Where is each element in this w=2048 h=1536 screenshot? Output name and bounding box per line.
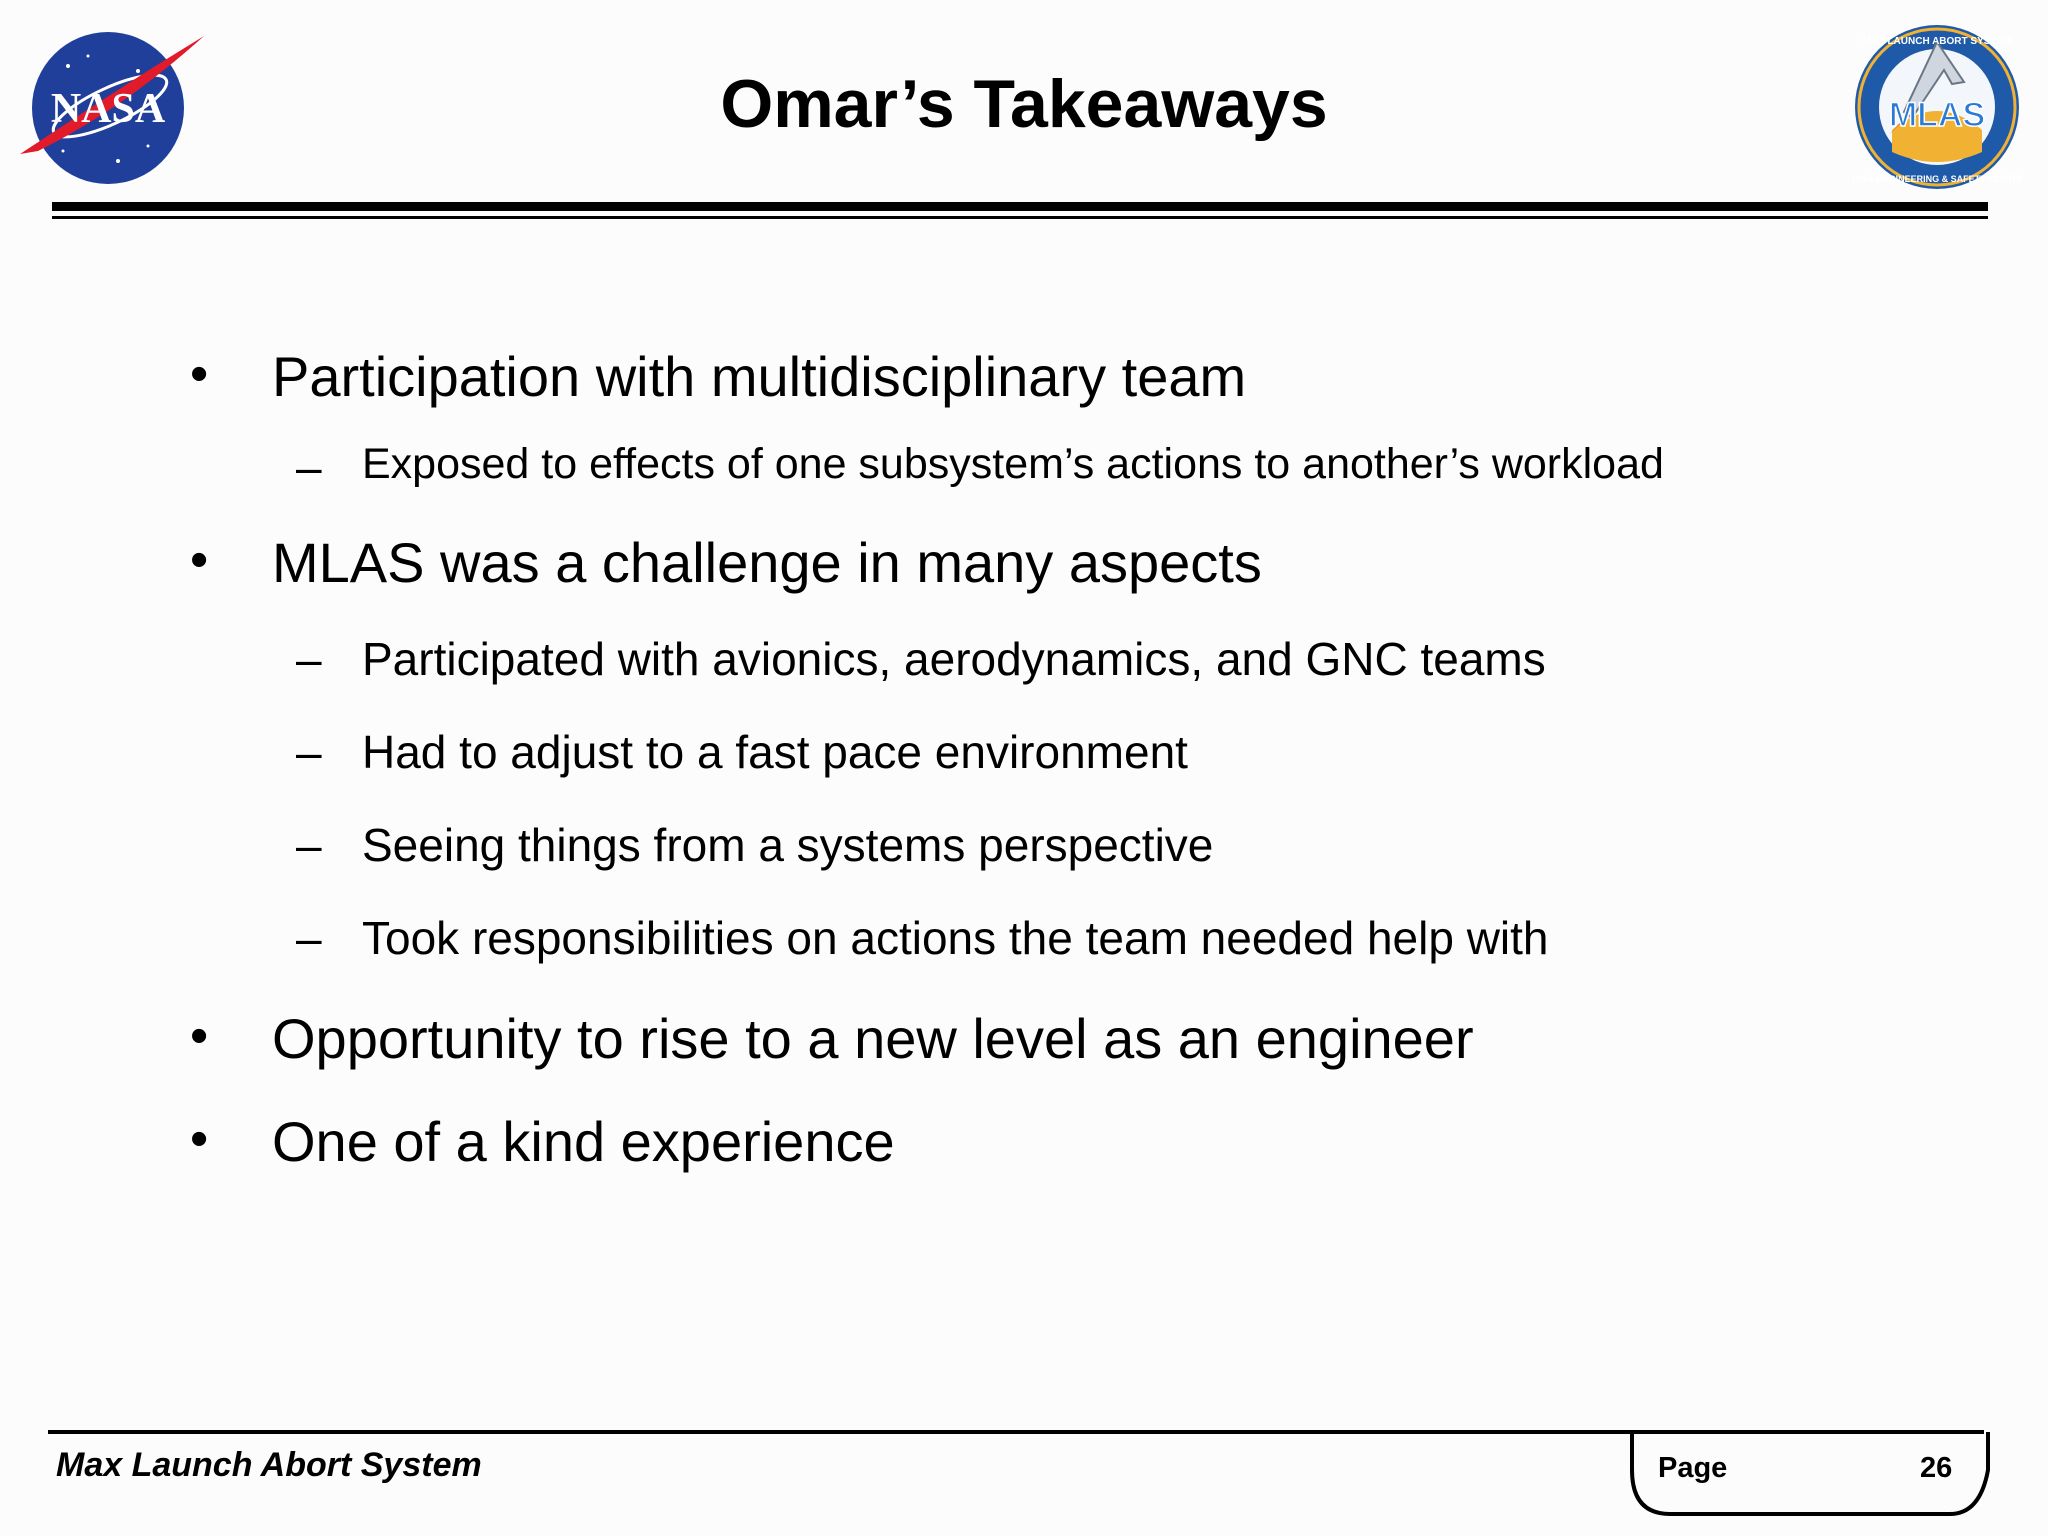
page-number: 26	[1920, 1452, 1953, 1484]
bullet-text: Participation with multidisciplinary team	[272, 345, 1247, 408]
bullet-text: One of a kind experience	[272, 1110, 895, 1173]
svg-text:NASA: NASA	[50, 86, 166, 132]
sub-bullet-text: Seeing things from a systems perspective	[362, 819, 1214, 871]
bullet-icon: •	[190, 345, 209, 403]
dash-icon: –	[296, 441, 322, 493]
footer-title: Max Launch Abort System	[56, 1446, 482, 1484]
dash-icon: –	[296, 912, 322, 964]
bullet-icon: •	[190, 1110, 209, 1168]
bullet-text: MLAS was a challenge in many aspects	[272, 531, 1262, 594]
sub-bullet-text: Participated with avionics, aerodynamics, and GNC teams	[362, 633, 1546, 685]
dash-icon: –	[296, 819, 322, 871]
sub-bullet-text: Exposed to effects of one subsystem’s actions to another’s workload	[362, 440, 1664, 488]
page-label: Page	[1658, 1452, 1728, 1484]
svg-text:NASA ENGINEERING & SAFETY CENT: NASA ENGINEERING & SAFETY CENTER	[1852, 174, 2022, 184]
bullet-icon: •	[190, 1007, 209, 1065]
slide-title: Omar’s Takeaways	[720, 66, 1328, 142]
sub-bullet-text: Took responsibilities on actions the team needed help with	[362, 912, 1549, 964]
svg-text:MAX LAUNCH ABORT SYSTEM: MAX LAUNCH ABORT SYSTEM	[1862, 36, 2012, 47]
dash-icon: –	[296, 726, 322, 778]
bullet-icon: •	[190, 531, 209, 589]
svg-text:MLAS: MLAS	[1888, 96, 1986, 134]
sub-bullet-text: Had to adjust to a fast pace environment	[362, 726, 1188, 778]
bullet-text: Opportunity to rise to a new level as an engineer	[272, 1007, 1474, 1070]
dash-icon: –	[296, 633, 322, 685]
